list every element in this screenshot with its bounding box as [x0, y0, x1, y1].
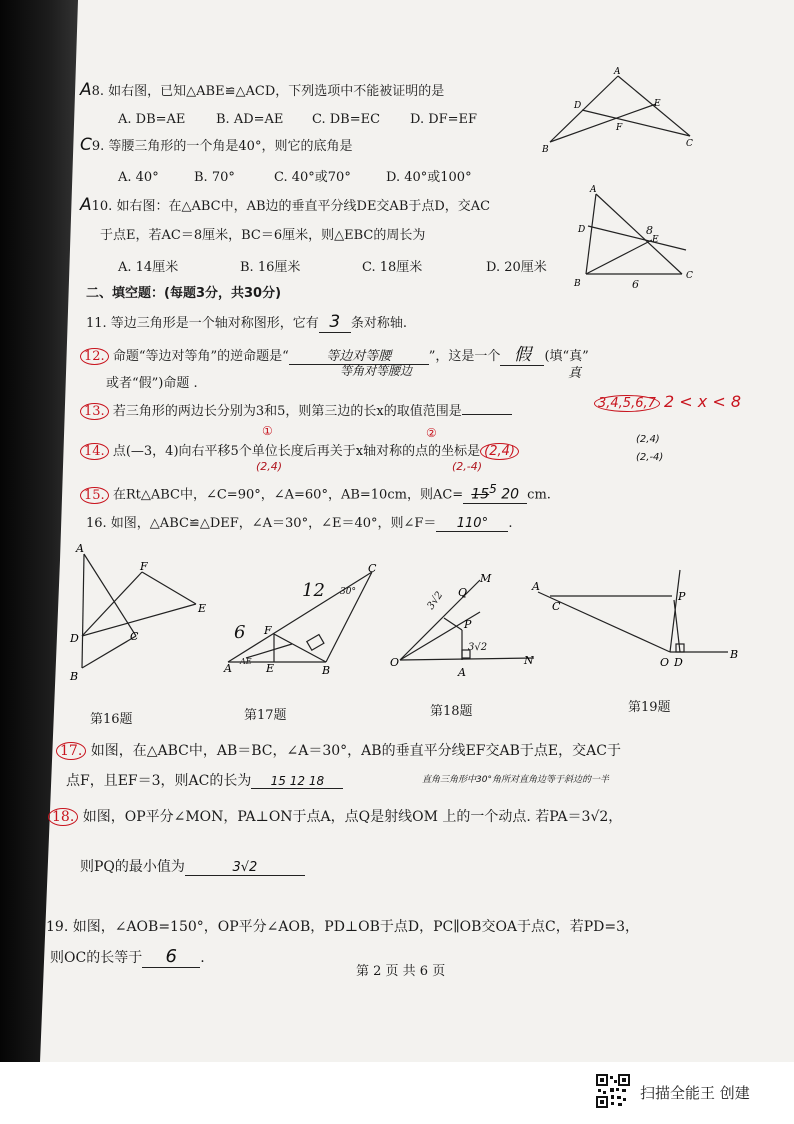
- q18-line2: [80, 856, 305, 876]
- q9-option-c: C. 40°或70°: [274, 170, 351, 185]
- svg-text:P: P: [464, 618, 472, 631]
- svg-text:D: D: [674, 656, 683, 669]
- fig17-label: 第17题: [244, 708, 287, 723]
- q9-option-a: A. 40°: [118, 170, 159, 185]
- svg-text:C: C: [686, 139, 693, 149]
- q16-answer: 110°: [436, 516, 508, 532]
- q14-number: 14.: [80, 443, 109, 460]
- fig18-note-pq: 3√2: [425, 589, 446, 612]
- q19-line2: 则OC的长等于 6 .: [50, 946, 205, 967]
- q12-answer: 等边对等腰: [289, 345, 429, 365]
- svg-text:C: C: [552, 600, 561, 613]
- q12-text: 命题“等边对等角”的逆命题是“: [112, 349, 289, 364]
- q16-text: 16. 如图，△ABC≌△DEF，∠A＝30°，∠E＝40°，则∠F＝: [86, 516, 437, 531]
- q9-option-d: D. 40°或100°: [386, 170, 472, 185]
- q15-text: 在Rt△ABC中，∠C=90°，∠A=60°，AB=10cm，则AC=: [112, 487, 464, 503]
- q9-text: 9. 等腰三角形的一个角是40°，则它的底角是: [91, 139, 353, 154]
- q19-text-line2: 则OC的长等于: [50, 950, 143, 966]
- q15-answer-value: 5: [489, 482, 497, 496]
- q15-answer: [463, 482, 527, 504]
- fig16-label: 第16题: [90, 712, 133, 727]
- svg-text:C: C: [686, 271, 693, 281]
- page-number: 第 2 页 共 6 页: [356, 964, 446, 979]
- fig17: [222, 560, 388, 680]
- fig18-note-pa: 3√2: [468, 642, 488, 653]
- q15-answer-value-2: 20: [501, 486, 520, 503]
- q17-number: 17.: [56, 742, 86, 760]
- q10-text-line2: 于点E，若AC＝8厘米，BC＝6厘米，则△EBC的周长为: [100, 228, 426, 243]
- q10-options: [118, 256, 547, 275]
- svg-text:E: E: [198, 602, 207, 615]
- question-13: [80, 400, 512, 420]
- svg-text:E: E: [654, 99, 661, 109]
- q19-answer: 6: [142, 946, 200, 968]
- svg-text:8: 8: [646, 224, 653, 237]
- svg-text:N: N: [524, 654, 534, 667]
- q13-number: 13.: [80, 403, 109, 420]
- question-12: [80, 340, 589, 366]
- q15-unit: cm.: [527, 487, 551, 503]
- q17-text-line1: 如图，在△ABC中，AB＝BC，∠A＝30°，AB的垂直平分线EF交AB于点E，交AC于: [90, 743, 621, 759]
- question-8: [80, 80, 444, 100]
- q14-note-4: (2,4): [636, 434, 660, 445]
- svg-text:O: O: [660, 656, 670, 669]
- question-18: [48, 806, 622, 826]
- svg-text:C: C: [368, 562, 377, 575]
- svg-text:E: E: [652, 235, 659, 245]
- fig17-note-6: 6: [234, 622, 246, 643]
- svg-text:B: B: [542, 145, 549, 154]
- svg-text:C: C: [130, 630, 139, 643]
- q13-blank: [462, 414, 512, 415]
- q8-answer-mark: A: [80, 80, 92, 100]
- svg-text:6: 6: [632, 278, 639, 290]
- q11-text-post: 条对称轴.: [350, 316, 407, 331]
- q17-line2: [66, 770, 343, 790]
- fig18-label: 第18题: [430, 704, 473, 719]
- q17-answer: 15 12 18: [251, 774, 343, 789]
- q13-answer-values: 3,4,5,6,7: [594, 395, 660, 412]
- q10-figure: [566, 182, 704, 290]
- fig17-note-ae: AE: [240, 657, 252, 666]
- question-11: [86, 312, 407, 333]
- q10-text-line1: 10. 如右图：在△ABC中，AB边的垂直平分线DE交AB于点D，交AC: [91, 199, 491, 214]
- q8-option-a: A. DB=AE: [118, 112, 186, 127]
- svg-text:P: P: [678, 590, 686, 603]
- svg-text:F: F: [140, 560, 148, 573]
- q11-text: 11. 等边三角形是一个轴对称图形，它有: [86, 316, 319, 331]
- q15-number: 15.: [80, 487, 109, 504]
- q17-text-line2: 点F，且EF＝3，则AC的长为: [66, 773, 252, 789]
- question-14: [80, 440, 519, 460]
- q13-answer: [594, 392, 741, 412]
- qr-code-icon: [596, 1074, 630, 1108]
- svg-text:Q: Q: [458, 586, 468, 599]
- q8-options: [118, 112, 477, 127]
- q12-number: 12.: [80, 348, 109, 365]
- svg-text:M: M: [480, 572, 492, 585]
- question-9: [80, 135, 352, 155]
- q8-option-d: D. DF=EF: [410, 112, 478, 127]
- svg-text:A: A: [614, 67, 621, 77]
- svg-text:D: D: [574, 101, 582, 111]
- svg-text:A: A: [590, 185, 597, 195]
- q12-answer-2: 假: [500, 340, 544, 366]
- svg-text:E: E: [266, 662, 275, 675]
- q18-text-line1: 如图，OP平分∠MON，PA⊥ON于点A，点Q是射线OM 上的一个动点. 若PA＝3√2，: [82, 809, 623, 825]
- q12-text-mid: ”，这是一个: [428, 349, 501, 364]
- q8-option-c: C. DB=EC: [312, 112, 381, 127]
- q18-number: 18.: [48, 808, 78, 826]
- svg-text:B: B: [730, 648, 739, 661]
- svg-text:B: B: [70, 670, 79, 683]
- question-15: [80, 482, 551, 504]
- q10-option-b: B. 16厘米: [240, 260, 301, 275]
- svg-text:O: O: [390, 656, 400, 669]
- svg-text:B: B: [322, 664, 331, 677]
- q9-option-b: B. 70°: [194, 170, 235, 185]
- fig19-label: 第19题: [628, 700, 671, 715]
- q17-handwritten-note: 直角三角形中30°角所对直角边等于斜边的一半: [422, 775, 609, 785]
- q14-circle-1: ①: [262, 424, 273, 438]
- q10-option-a: A. 14厘米: [118, 260, 179, 275]
- question-10: [80, 195, 490, 215]
- q13-text: 若三角形的两边长分别为3和5，则第三边的长x的取值范围是: [112, 404, 462, 419]
- q10-answer-mark: A: [80, 195, 92, 215]
- q8-option-b: B. AD=AE: [216, 112, 284, 127]
- fig17-note-12: 12: [302, 580, 325, 601]
- svg-text:A: A: [458, 666, 466, 679]
- fig19: [528, 564, 744, 674]
- svg-text:A: A: [532, 580, 540, 593]
- question-17: [56, 740, 621, 760]
- q12-handwritten-note: 等角对等腰边: [340, 364, 413, 378]
- q10-option-c: C. 18厘米: [362, 260, 423, 275]
- q8-figure: [536, 64, 706, 154]
- q14-note-3: (2,-4): [636, 452, 664, 463]
- q14-answer: (2,4): [480, 443, 519, 460]
- svg-text:B: B: [574, 279, 581, 289]
- q10-option-d: D. 20厘米: [486, 260, 547, 275]
- fig16: [66, 540, 226, 690]
- q15-answer-struck: 15: [471, 486, 490, 503]
- section-2-heading: 二、填空题：(每题3分，共30分): [86, 286, 282, 301]
- q14-note-2: (2,-4): [452, 460, 483, 473]
- q9-options: [118, 166, 472, 185]
- svg-text:A: A: [76, 542, 84, 555]
- q12-handwritten-note-2: 真: [568, 366, 582, 381]
- q8-text: 8. 如右图，已知△ABE≌△ACD，下列选项中不能被证明的是: [91, 84, 445, 99]
- question-19: 19. 如图，∠AOB=150°，OP平分∠AOB，PD⊥OB于点D，PC∥OB交OA于点C，若PD=3，: [46, 919, 640, 935]
- svg-text:A: A: [224, 662, 232, 675]
- q18-answer: 3√2: [185, 860, 305, 876]
- svg-text:D: D: [578, 225, 586, 235]
- q11-answer: 3: [319, 312, 351, 333]
- fig18: [388, 570, 548, 680]
- footer-brand: 扫描全能王 创建: [640, 1084, 750, 1102]
- q18-text-line2: 则PQ的最小值为: [80, 859, 185, 875]
- q14-circle-2: ②: [426, 426, 437, 440]
- q13-answer-range: 2 < x < 8: [664, 392, 742, 411]
- q14-note-1: (2,4): [256, 460, 283, 473]
- q12-text-line2: 或者“假”)命题 .: [106, 376, 198, 391]
- question-16: 16. 如图，△ABC≌△DEF，∠A＝30°，∠E＝40°，则∠F＝ 110° .: [86, 516, 513, 531]
- svg-text:F: F: [616, 123, 623, 133]
- q12-text-post: (填“真”: [544, 349, 589, 364]
- fig17-note-30: 30°: [340, 587, 356, 597]
- svg-text:D: D: [70, 632, 79, 645]
- svg-text:F: F: [264, 624, 272, 637]
- q9-answer-mark: C: [80, 135, 92, 155]
- q14-text: 点(—3，4)向右平移5个单位长度后再关于x轴对称的点的坐标是: [112, 444, 481, 459]
